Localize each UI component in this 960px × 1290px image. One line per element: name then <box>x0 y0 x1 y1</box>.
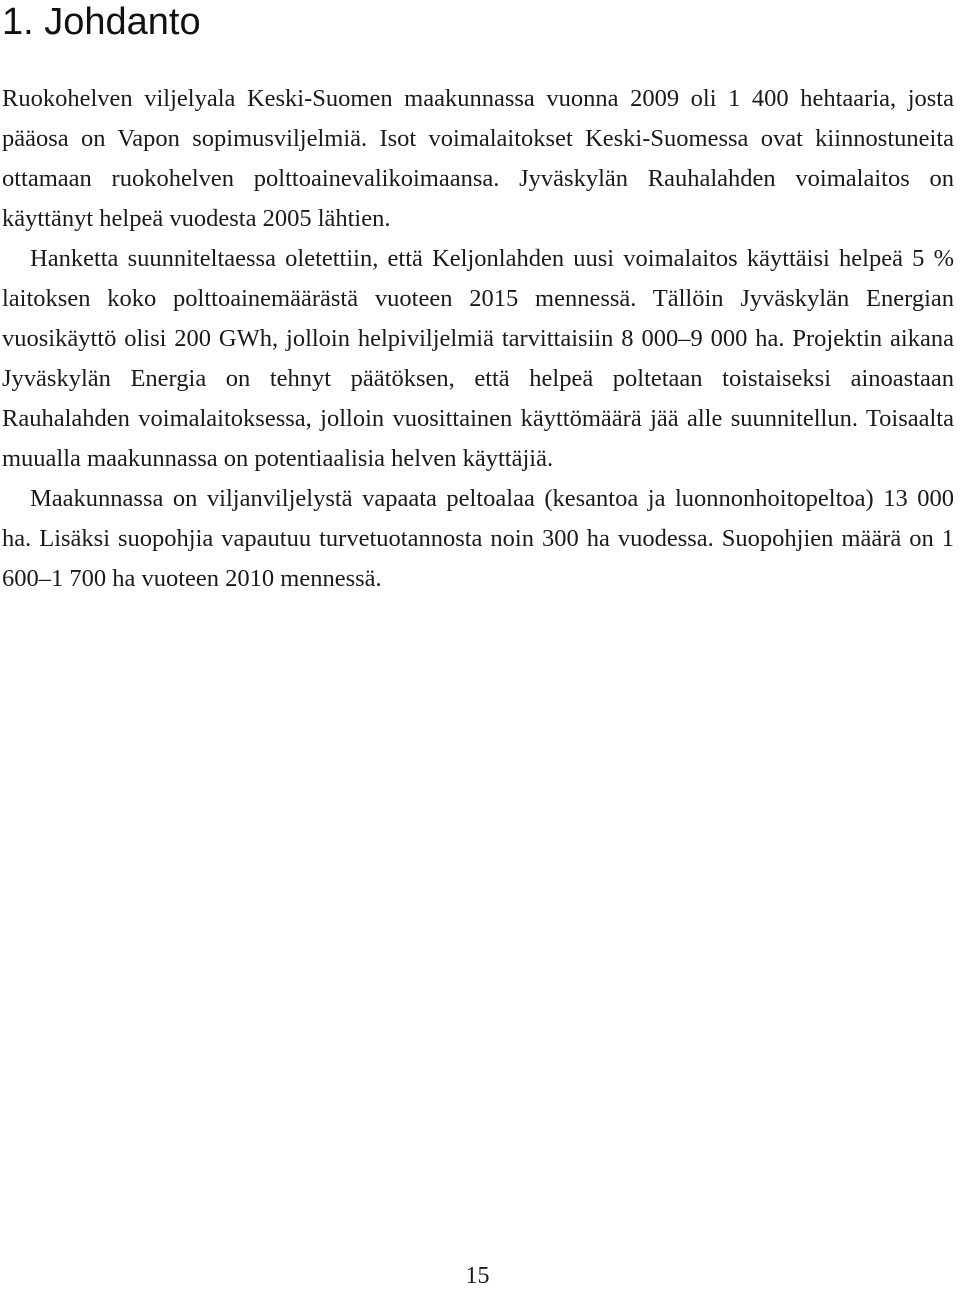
paragraph-1: Ruokohelven viljelyala Keski-Suomen maakunnassa vuonna 2009 oli 1 400 hehtaaria, josta pääosa on Vapon sopimusviljelmiä. Isot voimalaitokset Keski-Suomessa ovat kiinnostuneita ottamaan ruokohelven polttoainevalikoimaansa. Jyväskylän Rauhalahden voimalaitos on käyttänyt helpeä vuodesta 2005 lähtien. <box>2 85 954 232</box>
body-text <box>2 79 954 599</box>
page-number: 15 <box>465 1263 490 1289</box>
paragraph-2: Hanketta suunniteltaessa oletettiin, että Keljonlahden uusi voimalaitos käyttäisi helpeä 5 % laitoksen koko polttoainemäärästä vuoteen 2015 mennessä. Tällöin Jyväskylän Energian vuosikäyttö olisi 200 GWh, jolloin helpiviljelmiä tarvittaisiin 8 000–9 000 ha. Projektin aikana Jyväskylän Energia on tehnyt päätöksen, että helpeä poltetaan toistaiseksi ainoastaan Rauhalahden voimalaitoksessa, jolloin vuosittainen käyttömäärä jää alle suunnitellun. Toisaalta muualla maakunnassa on potentiaalisia helven käyttäjiä. <box>2 245 954 472</box>
paragraph-3: Maakunnassa on viljanviljelystä vapaata peltoalaa (kesantoa ja luonnonhoitopeltoa) 13 000 ha. Lisäksi suopohjia vapautuu turvetuotannosta noin 300 ha vuodessa. Suopohjien määrä on 1 600–1 700 ha vuoteen 2010 mennessä. <box>2 485 954 592</box>
section-heading: 1. Johdanto <box>2 1 201 43</box>
